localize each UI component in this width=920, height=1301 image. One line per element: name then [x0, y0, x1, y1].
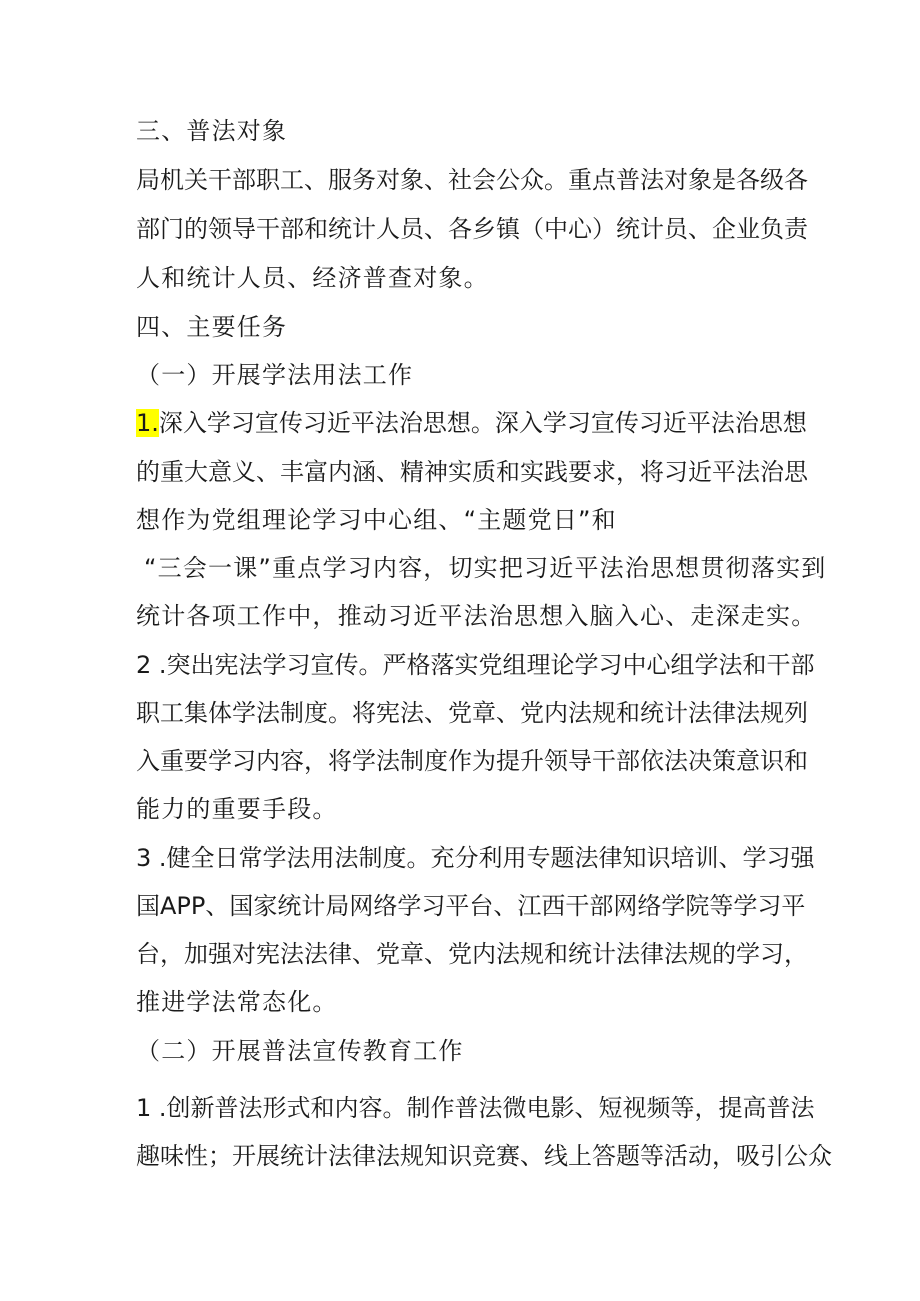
subsection-heading-1: （一）开展学法用法工作: [136, 361, 414, 389]
paragraph-line: 推进学法常态化。: [136, 988, 338, 1016]
paragraph-line: “三会一课”重点学习内容，切实把习近平法治思想贯彻落实到: [144, 554, 827, 582]
paragraph-line: 的重大意义、丰富内涵、精神实质和实践要求，将习近平法治思: [136, 458, 808, 486]
paragraph-line: 人和统计人员、经济普查对象。: [136, 264, 489, 292]
paragraph-line: 台，加强对宪法法律、党章、党内法规和统计法律法规的学习，: [136, 940, 808, 968]
paragraph-line: 能力的重要手段。: [136, 795, 338, 823]
section-heading-3: 三、普法对象: [136, 117, 288, 145]
paragraph-line: 统计各项工作中，推动习近平法治思想入脑入心、走深走实。: [136, 602, 817, 630]
list-item-line: 1 .创新普法形式和内容。制作普法微电影、短视频等，提高普法: [136, 1094, 815, 1122]
paragraph-line: 想作为党组理论学习中心组、“主题党日”和: [136, 506, 617, 534]
list-item-line: 3 .健全日常学法用法制度。充分利用专题法律知识培训、学习强: [136, 844, 815, 872]
subsection-heading-2: （二）开展普法宣传教育工作: [136, 1037, 464, 1065]
paragraph-line: 部门的领导干部和统计人员、各乡镇（中心）统计员、企业负责: [136, 215, 808, 243]
highlighted-item-number: 1.: [136, 409, 159, 437]
paragraph-line: 趣味性；开展统计法律法规知识竞赛、线上答题等活动，吸引公众: [136, 1142, 832, 1170]
paragraph-line: 职工集体学法制度。将宪法、党章、党内法规和统计法律法规列: [136, 699, 808, 727]
section-heading-4: 四、主要任务: [136, 313, 288, 341]
paragraph-line: 局机关干部职工、服务对象、社会公众。重点普法对象是各级各: [136, 166, 808, 194]
paragraph-line: 国APP、国家统计局网络学习平台、江西干部网络学院等学习平: [136, 892, 806, 920]
list-item-text: 深入学习宣传习近平法治思想。深入学习宣传习近平法治思想: [158, 409, 807, 437]
list-item-line: 2 .突出宪法学习宣传。严格落实党组理论学习中心组学法和干部: [136, 651, 815, 679]
list-item-line: [136, 408, 807, 438]
paragraph-line: 入重要学习内容，将学法制度作为提升领导干部依法决策意识和: [136, 747, 808, 775]
